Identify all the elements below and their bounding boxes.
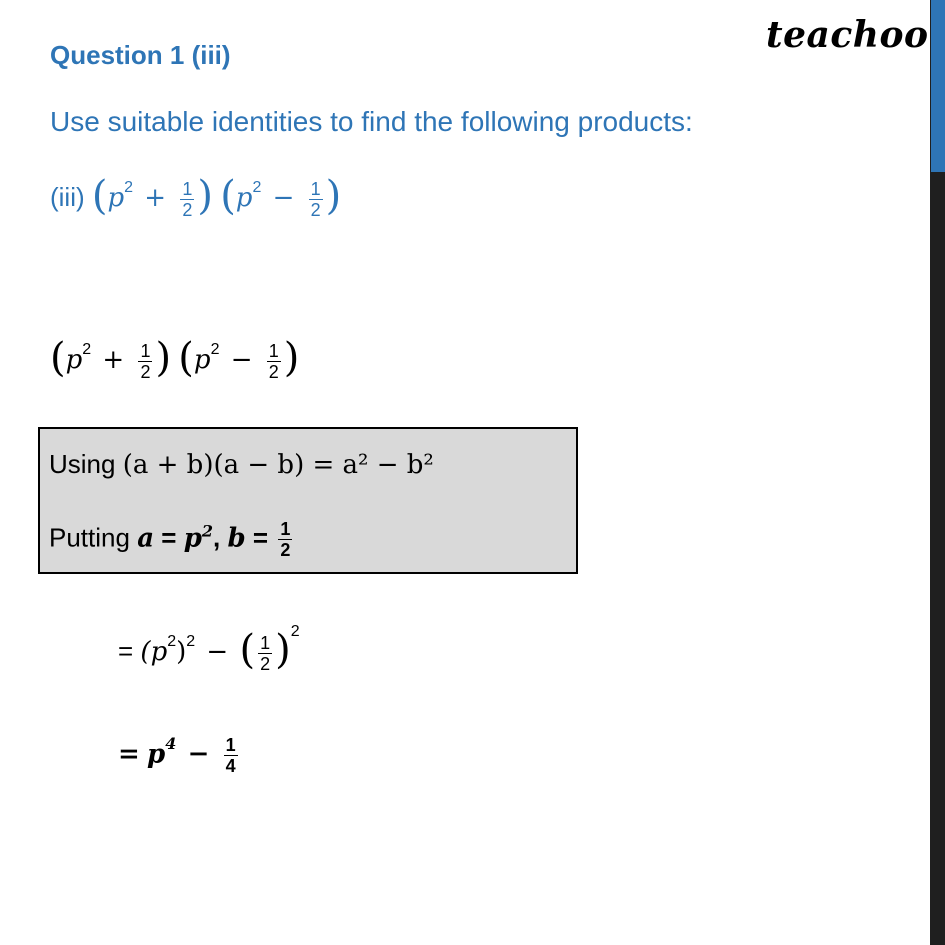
- using-label: Using: [49, 449, 116, 479]
- frac-num: 1: [140, 340, 151, 361]
- question-statement: Use suitable identities to find the following products:: [50, 106, 693, 137]
- var-p: p: [235, 183, 253, 213]
- part-label: (iii): [50, 182, 85, 212]
- exponent: 2: [82, 341, 92, 359]
- var-b: b: [227, 523, 246, 554]
- minus-sign: −: [206, 637, 229, 667]
- fraction-half: [138, 341, 152, 382]
- minus-sign: −: [272, 183, 295, 213]
- exponent: 2: [210, 341, 220, 359]
- frac-den: 2: [260, 653, 271, 674]
- fraction-exponent: 2: [290, 623, 300, 641]
- frac-num: 1: [225, 735, 236, 755]
- frac-den: 2: [140, 361, 151, 382]
- frac-num: 1: [268, 340, 279, 361]
- frac-den: 2: [310, 199, 321, 220]
- fraction-half: [309, 179, 323, 220]
- var-p: p: [147, 739, 166, 770]
- teachoo-logo: teachoo: [766, 14, 929, 56]
- frac-den: 2: [268, 361, 279, 382]
- minus-sign: −: [187, 739, 210, 770]
- exponent: 2: [252, 179, 262, 197]
- equals-sign: =: [252, 522, 269, 553]
- right-paren: ): [155, 335, 172, 381]
- frac-num: 1: [280, 519, 291, 539]
- identity-box: [38, 427, 578, 574]
- comma: ,: [213, 522, 221, 553]
- var-p: p: [183, 523, 202, 554]
- equals-sign: =: [118, 636, 134, 666]
- left-paren: (: [220, 173, 236, 219]
- plus-sign: +: [144, 183, 167, 213]
- frac-den: 2: [280, 540, 291, 560]
- inner-exponent: 2: [167, 633, 177, 651]
- exponent: 2: [201, 521, 214, 541]
- close-paren: ): [176, 637, 187, 667]
- equals-sign: =: [118, 739, 140, 770]
- open-paren: (p: [140, 637, 168, 667]
- fraction-half: [267, 341, 281, 382]
- fraction-half: [278, 519, 292, 560]
- var-p: p: [65, 345, 83, 375]
- frac-den: 4: [225, 756, 236, 776]
- substitution-line: [49, 519, 295, 560]
- frac-num: 1: [182, 178, 193, 199]
- var-p: p: [193, 345, 211, 375]
- var-a: a: [137, 523, 155, 554]
- question-title: Question 1 (iii): [50, 40, 231, 70]
- frac-num: 1: [260, 632, 271, 653]
- left-paren: (: [239, 627, 256, 673]
- minus-sign: −: [230, 345, 253, 375]
- left-paren: (: [91, 173, 108, 219]
- step-2: [118, 735, 241, 776]
- question-expression: [50, 170, 341, 220]
- right-paren: ): [197, 173, 213, 219]
- solution-expression: [50, 332, 299, 382]
- putting-label: Putting: [49, 522, 130, 553]
- equals-sign: =: [161, 522, 177, 553]
- left-paren: (: [178, 335, 194, 381]
- exponent: 2: [124, 179, 134, 197]
- scrollbar-thumb[interactable]: [931, 0, 945, 172]
- fraction-quarter: [224, 735, 238, 776]
- right-paren: ): [325, 173, 342, 219]
- var-p: p: [107, 183, 125, 213]
- outer-exponent: 2: [186, 633, 196, 651]
- right-paren: ): [275, 627, 291, 673]
- identity-formula: (a + b)(a − b) = a² − b²: [122, 450, 434, 480]
- step-1: [118, 624, 300, 674]
- identity-line: [49, 449, 434, 480]
- frac-num: 1: [310, 178, 321, 199]
- exponent: 4: [165, 733, 177, 753]
- fraction-half: [180, 179, 194, 220]
- frac-den: 2: [182, 199, 193, 220]
- fraction-half: [258, 633, 272, 674]
- left-paren: (: [50, 335, 66, 381]
- right-paren: ): [283, 335, 300, 381]
- plus-sign: +: [102, 345, 125, 375]
